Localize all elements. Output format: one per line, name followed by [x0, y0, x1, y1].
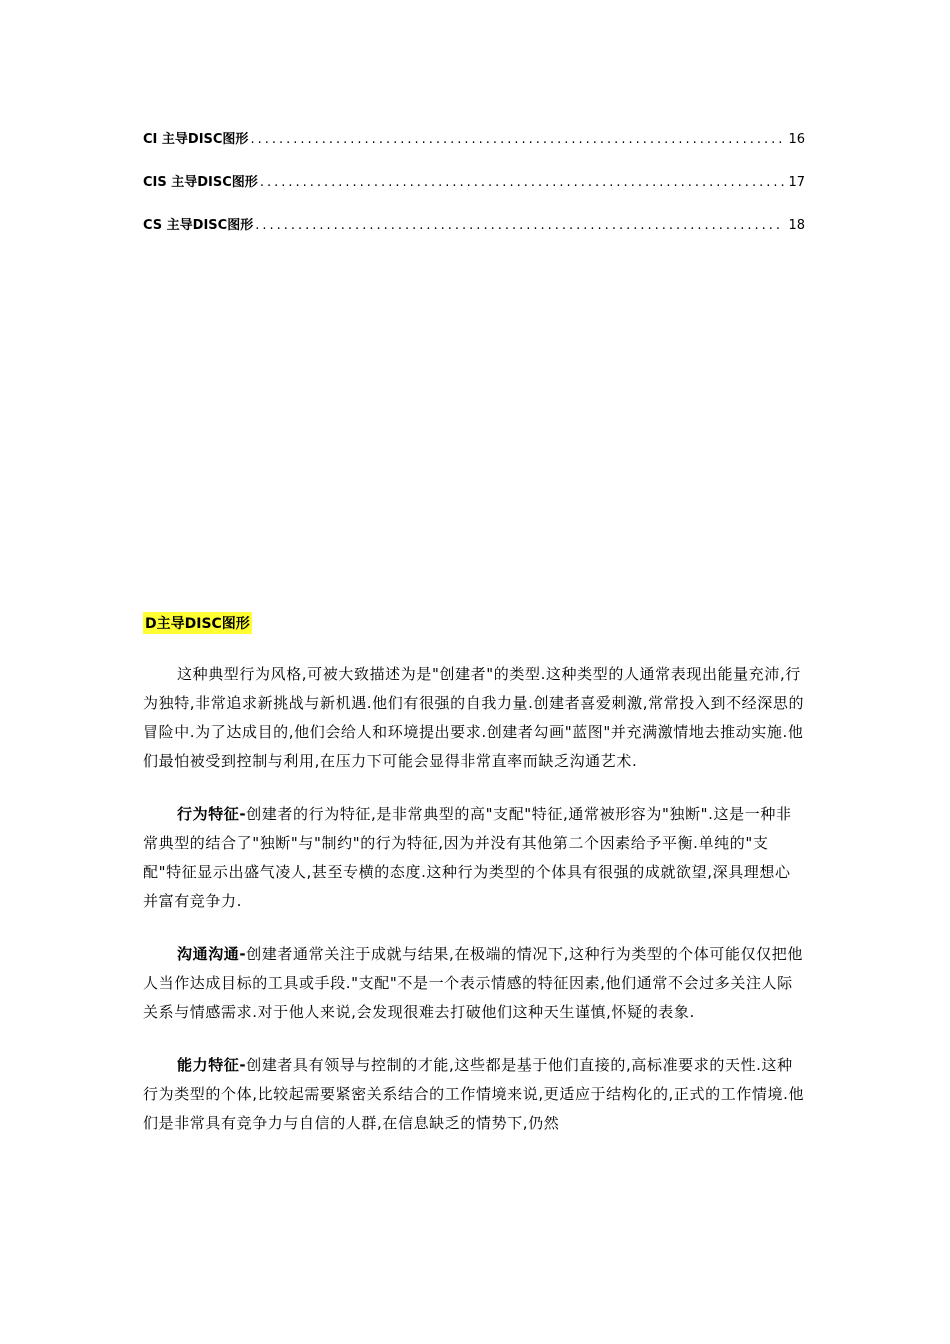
toc-leader-dots: [255, 218, 784, 233]
toc-page-number: 18: [788, 218, 805, 233]
paragraph-lead: 沟通沟通-: [177, 945, 247, 963]
paragraph-text: 创建者具有领导与控制的才能,这些都是基于他们直接的,高标准要求的天性.这种行为类型的个体,比较起需要紧密关系结合的工作情境来说,更适应于结构化的,正式的工作情境.他们是非常具有竞争力与自信的人群,在信息缺乏的情势下,仍然: [143, 1056, 805, 1132]
toc-page-number: 16: [788, 132, 805, 147]
toc-entry-cs[interactable]: [143, 214, 805, 234]
paragraph-behavior: [143, 800, 805, 916]
paragraph-text: 创建者的行为特征,是非常典型的高"支配"特征,通常被形容为"独断".这是一种非常典型的结合了"独断"与"制约"的行为特征,因为并没有其他第二个因素给予平衡.单纯的"支配"特征显示出盛气凌人,甚至专横的态度.这种行为类型的个体具有很强的成就欲望,深具理想心并富有竞争力.: [143, 805, 792, 910]
section-body: [143, 660, 805, 1162]
table-of-contents: [143, 128, 805, 257]
section-heading: D主导DISC图形: [143, 612, 252, 634]
paragraph-text: 这种典型行为风格,可被大致描述为是"创建者"的类型.这种类型的人通常表现出能量充沛,行为独特,非常追求新挑战与新机遇.他们有很强的自我力量.创建者喜爱刺激,常常投入到不经深思的冒险中.为了达成目的,他们会给人和环境提出要求.创建者勾画"蓝图"并充满激情地去推动实施.他们最怕被受到控制与利用,在压力下可能会显得非常直率而缺乏沟通艺术.: [143, 665, 805, 770]
toc-entry-cis[interactable]: [143, 171, 805, 191]
toc-entry-label: CI 主导DISC图形: [143, 132, 249, 147]
paragraph-lead: 能力特征-: [177, 1056, 247, 1074]
toc-entry-ci[interactable]: [143, 128, 805, 148]
toc-page-number: 17: [788, 175, 805, 190]
paragraph-text: 创建者通常关注于成就与结果,在极端的情况下,这种行为类型的个体可能仅仅把他人当作达成目标的工具或手段."支配"不是一个表示情感的特征因素,他们通常不会过多关注人际关系与情感需求.对于他人来说,会发现很难去打破他们这种天生谨慎,怀疑的表象.: [143, 945, 803, 1021]
toc-leader-dots: [260, 175, 785, 190]
toc-entry-label: CIS 主导DISC图形: [143, 175, 258, 190]
paragraph-ability: [143, 1051, 805, 1138]
toc-leader-dots: [250, 132, 784, 147]
paragraph-communication: [143, 940, 805, 1027]
paragraph-lead: 行为特征-: [177, 805, 247, 823]
toc-entry-label: CS 主导DISC图形: [143, 218, 254, 233]
paragraph-intro: [143, 660, 805, 776]
